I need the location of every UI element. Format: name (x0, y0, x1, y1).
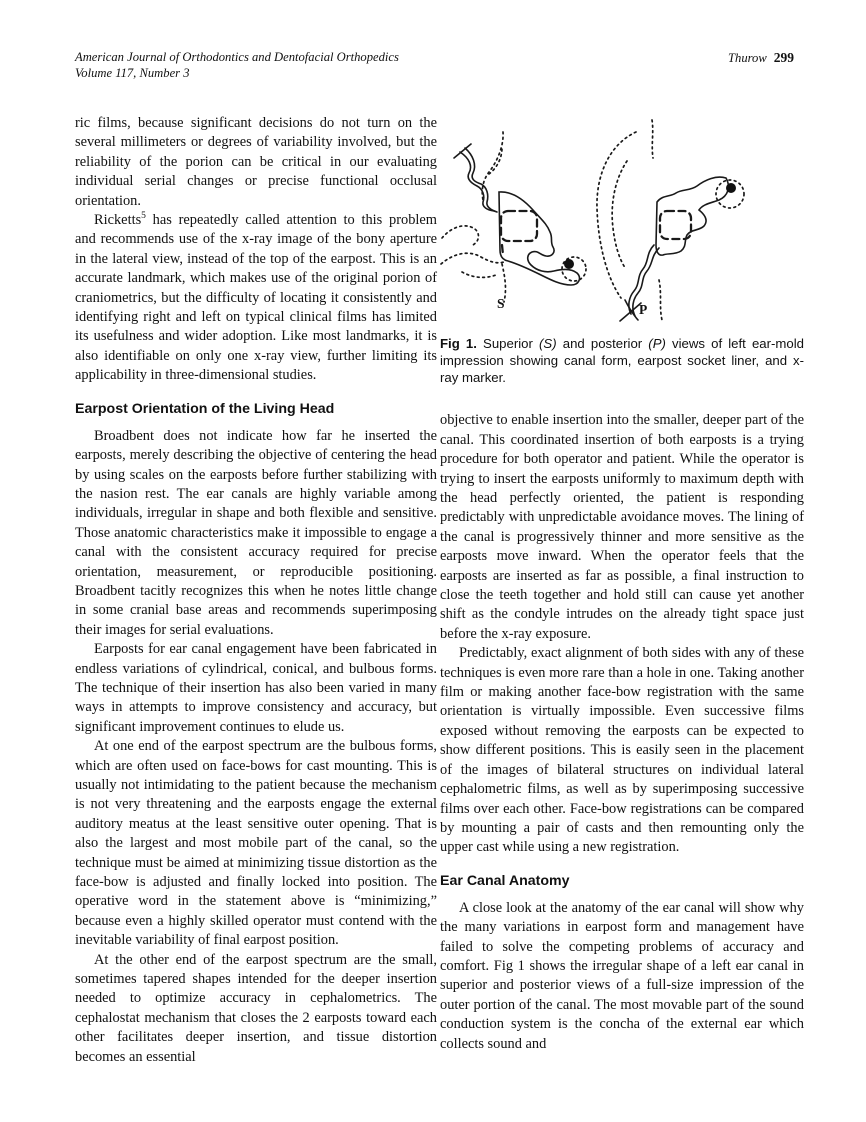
running-head-right (728, 50, 794, 66)
xray-marker-dot-s (564, 259, 574, 269)
figure-caption-number: Fig 1. (440, 336, 477, 351)
superior-view-drawing (441, 132, 586, 302)
paragraph: At the other end of the earpost spectrum are the small, sometimes tapered shapes intended for the deeper insertion needed to optimize accuracy in cephalometrics. The cephalostat mechanism that closes the 2 earposts toward each other facilitates deeper insertion, and tissue distortion becomes an essential (75, 951, 437, 1065)
paragraph: Predictably, exact alignment of both sides with any of these techniques is even more rare than a hole in one. Taking another film or making another face-bow registration with the same orientation is virtually impossible. Even successive films exposed without removing the earposts can be expected to show different positions. This is easily seen in the placement of the images of bilateral structures on individual lateral cephalometric films, as well as by superimposing successive films over each other. Face-bow registrations can be compared by mounting a pair of casts and then remounting only the upper cast while using a new registration. (440, 645, 804, 856)
paragraph: At one end of the earpost spectrum are the bulbous forms, which are often used on face-bows for cast mounting. This is usually not intimidating to the patient because the mechanism is not very threatening and the earposts engage the external auditory meatus at the least sensitive outer opening. That is also the largest and most mobile part of the canal, so the technique must be aimed at minimizing tissue distortion as the face-bow is adjusted and finally locked into position. The operative word in the statement above is “minimizing,” because even a highly skilled operator must contend with the inevitable variability of final earpost position. (75, 738, 437, 949)
paragraph-continuation: ric films, because significant decisions do not turn on the several millimeters or degrees of variability involved, but the reliability of the porion can be critical in our evaluating individual serial changes or precise functional occlusal orientation. (75, 115, 437, 209)
paragraph (75, 211, 437, 386)
figure-1 (440, 112, 804, 330)
figure-label-p: P (639, 302, 648, 317)
journal-title: American Journal of Orthodontics and Dentofacial Orthopedics (75, 50, 399, 64)
paragraph-text: has repeatedly called attention to this problem and recommends use of the x-ray image of the bony aperture in the lateral view, instead of the top of the earpost. This is an accurate landmark, which makes use of the original porion of craniometrics, but the difficulty of locating it consistently and identifying right and left on typical clinical films has limited its usefulness and wider adoption. Like most landmarks, it is also identifiable on only one x-ray view, further limiting its applicability in three-dimensional studies. (75, 212, 437, 384)
author-name: Thurow (728, 51, 767, 65)
paragraph-text: Ricketts (94, 212, 142, 229)
left-column (75, 114, 437, 1067)
caption-italic-s: (S) (539, 336, 557, 351)
caption-text: and posterior (556, 336, 649, 351)
figure-label-s: S (497, 296, 505, 311)
paragraph: A close look at the anatomy of the ear canal will show why the many variations in earpost form and management have failed to solve the competing problems of accuracy and comfort. Fig 1 shows the irregular shape of a left ear canal in superior and posterior views of a full-size impression of the outer portion of the canal. The most movable part of the sound conduction system is the concha of the external ear which collects sound and (440, 899, 804, 1052)
paragraph: Broadbent does not indicate how far he inserted the earposts, merely describing the objective of centering the head by using scales on the earposts before further stabilizing with the nasion rest. The ear canals are highly variable among individuals, irregular in shape and both flexible and sensitive. Those anatomic characteristics make it impossible to engage a canal with the consistent accuracy required for precise orientation, measurement, or reproducible positioning. Broadbent tacitly recognizes this when he notes little change in some cranial base areas and recommends superimposing their images for serial evaluations. (75, 427, 437, 638)
right-column (440, 112, 804, 1054)
caption-text: views of left ear-mold impression showing canal form, earpost socket liner, and x-ray marker. (440, 336, 804, 385)
caption-text: Superior (476, 336, 540, 351)
journal-volume: Volume 117, Number 3 (75, 65, 190, 80)
figure-1-caption (440, 336, 804, 386)
posterior-view-drawing (597, 120, 744, 321)
paragraph-continuation: objective to enable insertion into the smaller, deeper part of the canal. This coordinated insertion of both earposts is a trying procedure for both operator and patient. While the operator is trying to insert the earposts uniformly to maximum depth with the head perfectly oriented, the patient is responding predictably with unpredictable avoidance moves. The lining of the canal is progressively thinner and more sensitive as the earposts move inward. When the operator feels that the earposts are inserted as far as possible, a final instruction to close the teeth together and hold still can cause yet another shift as the condyle intrudes on the already tight space just before the x-ray exposure. (440, 412, 804, 642)
section-heading-ear-canal-anatomy: Ear Canal Anatomy (440, 872, 570, 889)
caption-italic-p: (P) (648, 336, 666, 351)
reference-superscript: 5 (141, 211, 146, 222)
right-column-body (440, 411, 804, 1054)
section-heading-earpost-orientation: Earpost Orientation of the Living Head (75, 400, 335, 417)
running-head-left (75, 50, 555, 81)
page-number: 299 (773, 50, 794, 65)
earmold-impression-drawing (440, 112, 804, 330)
paragraph: Earposts for ear canal engagement have been fabricated in endless variations of cylindrical, conical, and bulbous forms. The technique of their insertion has also been varied in many ways in attempts to improve consistency and accuracy, but significant improvement continues to elude us. (75, 641, 437, 735)
xray-marker-dot-p (726, 183, 736, 193)
